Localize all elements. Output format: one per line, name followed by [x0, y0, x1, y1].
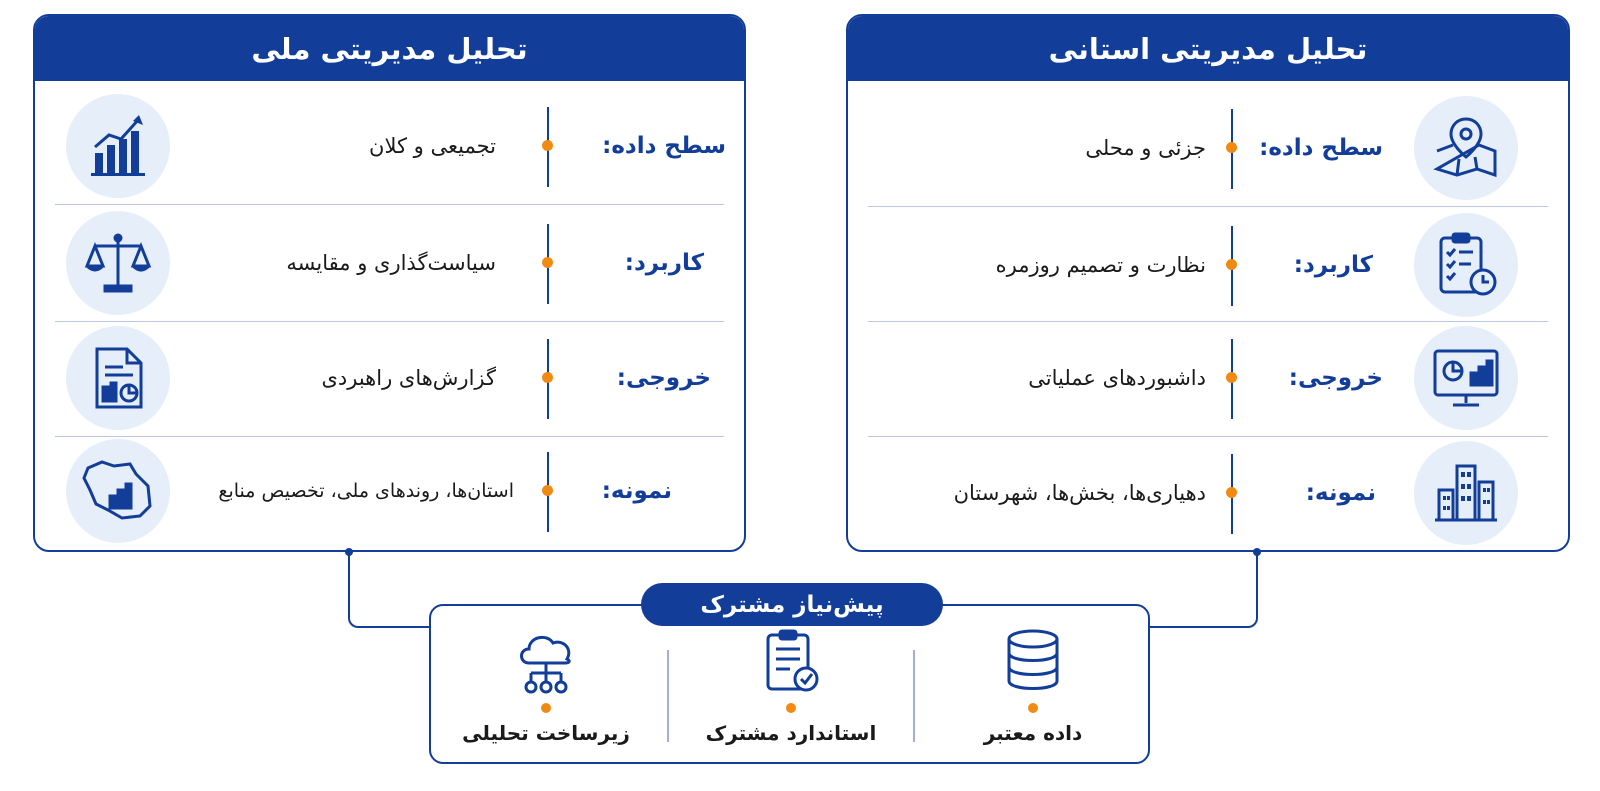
report-document-icon [66, 326, 170, 430]
row-label: خروجی: [616, 365, 711, 391]
prerequisite-item [426, 627, 666, 757]
row-label: سطح داده: [602, 133, 726, 159]
row-separator [868, 206, 1548, 207]
scales-icon [66, 211, 170, 315]
map-pin-icon [1414, 96, 1518, 200]
cloud-network-icon [511, 627, 581, 697]
row-value: جزئی و محلی [1085, 136, 1206, 160]
item-label: داده معتبر [983, 721, 1083, 745]
row-value: نظارت و تصمیم روزمره [995, 253, 1206, 277]
provincial-row-example [848, 436, 1568, 550]
row-bullet [1226, 487, 1237, 498]
provincial-panel [846, 14, 1570, 552]
row-value: داشبوردهای عملیاتی [1028, 366, 1206, 390]
row-label: نمونه: [1305, 480, 1376, 506]
checklist-clock-icon [1414, 213, 1518, 317]
clipboard-check-icon [756, 627, 826, 697]
national-row-usage [35, 206, 744, 320]
row-label: سطح داده: [1259, 135, 1383, 161]
national-row-data-level [35, 89, 744, 203]
national-panel-title: تحلیل مدیریتی ملی [35, 16, 744, 81]
row-bullet [1226, 372, 1237, 383]
iran-map-chart-icon [66, 439, 170, 543]
national-row-example [35, 434, 744, 548]
national-panel [33, 14, 746, 552]
national-connector-line [348, 552, 431, 628]
provincial-row-output [848, 321, 1568, 435]
item-bullet [786, 703, 796, 713]
database-icon [998, 627, 1068, 697]
row-bullet [542, 257, 553, 268]
city-buildings-icon [1414, 441, 1518, 545]
row-label: کاربرد: [624, 250, 704, 276]
row-value: استان‌ها، روندهای ملی، تخصیص منابع [218, 480, 514, 502]
row-label: نمونه: [601, 478, 672, 504]
row-label: کاربرد: [1293, 252, 1373, 278]
row-value: تجمیعی و کلان [369, 134, 496, 158]
row-bullet [542, 372, 553, 383]
provincial-panel-title: تحلیل مدیریتی استانی [848, 16, 1568, 81]
prerequisite-item [671, 627, 911, 757]
prerequisite-title: پیش‌نیاز مشترک [641, 583, 943, 626]
item-bullet [541, 703, 551, 713]
provincial-connector-line [1148, 552, 1258, 628]
item-label: زیرساخت تحلیلی [462, 721, 630, 745]
row-separator [55, 204, 724, 205]
national-row-output [35, 321, 744, 435]
item-label: استاندارد مشترک [705, 721, 877, 745]
bar-chart-trend-icon [66, 94, 170, 198]
row-bullet [1226, 259, 1237, 270]
item-divider [667, 650, 669, 742]
row-value: دهیاری‌ها، بخش‌ها، شهرستان [953, 481, 1206, 505]
row-value: گزارش‌های راهبردی [321, 366, 496, 390]
row-bullet [542, 140, 553, 151]
provincial-row-data-level [848, 91, 1568, 205]
row-bullet [1226, 142, 1237, 153]
row-label: خروجی: [1288, 365, 1383, 391]
item-bullet [1028, 703, 1038, 713]
provincial-row-usage [848, 208, 1568, 322]
dashboard-monitor-icon [1414, 326, 1518, 430]
row-bullet [542, 485, 553, 496]
prerequisite-item [913, 627, 1153, 757]
row-value: سیاست‌گذاری و مقایسه [286, 251, 496, 275]
